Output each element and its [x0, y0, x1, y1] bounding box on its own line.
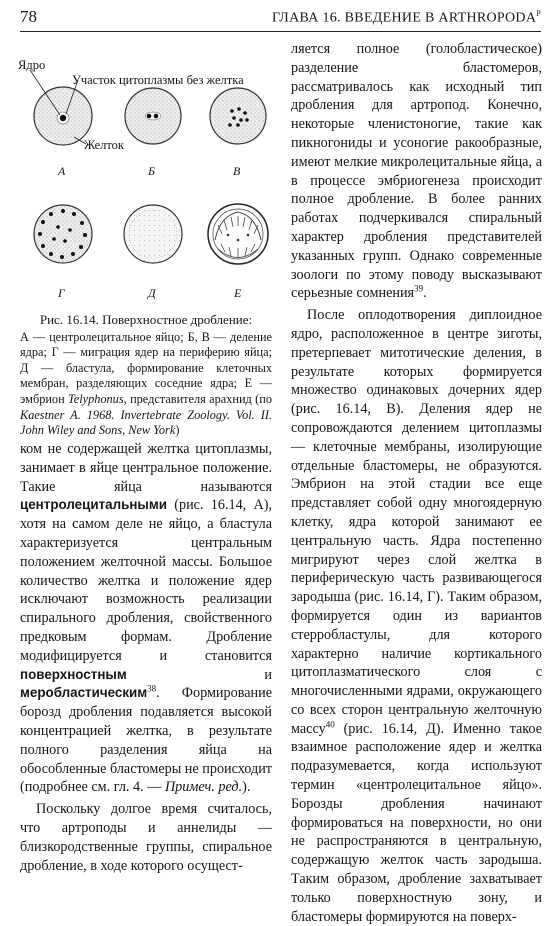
- panel-letter-e: Е: [234, 286, 242, 300]
- left-paragraph-1: [20, 440, 272, 797]
- term-centrolecithal: центролецитальными: [20, 497, 167, 513]
- right-paragraph-2: [291, 306, 542, 926]
- figure-caption: [20, 312, 272, 439]
- egg-g-drawing: [34, 205, 92, 263]
- term-meroblastic: меробластическим: [20, 685, 148, 701]
- text-run: ).: [242, 779, 251, 796]
- page-header: [20, 4, 541, 30]
- text-run: (рис. 16.14, Д). Именно такое взаимное расположение ядер и желтка подразумевается, когда используют термин «центролецитальное яйцо». Борозды дробления начинают формироваться на поверхности, но они не распространяются в центральную, содержащую желток часть зародыша. Таким образом, дробление захватывает только поверхностную зону, и бластомеры формируются на поверх-: [291, 720, 542, 925]
- text-run: и: [264, 666, 272, 683]
- cytoplasm-label: Участок цитоплазмы без желтка: [72, 73, 244, 87]
- embryo-e-drawing: [208, 204, 268, 264]
- yolk-label: Желток: [84, 138, 124, 152]
- egg-b-drawing: [125, 88, 181, 144]
- text-run: .: [423, 285, 427, 302]
- page-number: 78: [20, 7, 37, 26]
- caption-species: Telyphonus: [68, 391, 124, 406]
- panel-letter-g: Г: [58, 286, 65, 300]
- nucleus-label: Ядро: [18, 58, 46, 72]
- term-superficial: поверхностным: [20, 666, 127, 682]
- caption-body: [20, 330, 272, 439]
- egg-v-drawing: [210, 88, 266, 144]
- right-column: [291, 40, 542, 926]
- text-run: ляется полное (голобластическое) разделение бластомеров, рассматривалось как исходный тип дробления для артропод. Конечно, некоторые членистоногие, такие как пикногониды и усоногие ракообразные, имеют мелкие микролецитальные яйца, а в процессе эмбриогенеза происходит полное дробление. В более ранних работах подчеркивался спиральный характер дробления представителей указанных групп. Однако современные зоологи по этому поводу высказывают серьезные сомнения: [291, 41, 542, 302]
- running-head: [272, 9, 541, 27]
- right-paragraph-1: [291, 40, 542, 303]
- caption-text: А — центролецитальное яйцо; Б, В — деление ядра; Г — миграция ядер на периферию яйца; Д — бластула, формирование клеточных мембран, разделяющих соседние ядра; Е — эмбрион: [20, 329, 272, 406]
- text-run: ком не содержащей желтка цитоплазмы, занимает в яйце центральное положение. Такие яйца называются: [20, 441, 272, 495]
- caption-source: Kaestner A. 1968. Invertebrate Zoology. Vol. II. John Wiley and Sons, New York: [20, 407, 272, 438]
- footnote-ref-40: 40: [325, 718, 335, 729]
- egg-a-drawing: [34, 87, 92, 145]
- left-column: [20, 440, 272, 875]
- panel-letter-a: А: [58, 164, 66, 178]
- footnote-ref-38: 38: [147, 683, 157, 694]
- header-rule: [20, 31, 541, 32]
- figure-16-14: [18, 44, 272, 314]
- panel-letter-v: В: [233, 164, 241, 178]
- left-paragraph-2: Поскольку долгое время считалось, что артроподы и аннелиды — близкородственные группы, спиральное дробление, в ходе которого осущест-: [20, 801, 272, 874]
- footnote-ref-39: 39: [414, 283, 424, 294]
- caption-end: ): [175, 423, 180, 438]
- text-run: После оплодотворения диплоидное ядро, расположенное в центре зиготы, претерпевает митотические деления, в результате которых формируется множество одинаковых дочерних ядер (рис. 16.14, В). Деления ядер не сопровождаются делением цитоплазмы — клеточные мембраны, изолирующие отдельные бластомеры, не образуются. Эмбрион на этой стадии все еще представляет собой одну многоядерную клетку, ядра которой занимают ее центральную часть. Ядра постепенно мигрируют через слой желтка в периферическую часть развивающегося зародыша (рис. 16.14, Г). Таким образом, формируется один из вариантов стерробластулы, для которого характерно наличие кортикального цитоплазматического слоя с многочисленными ядрами, окружающего со всех сторон центральную желточную массу: [291, 307, 542, 737]
- panel-letter-d: Д: [148, 286, 156, 300]
- running-head-text: ГЛАВА 16. ВВЕДЕНИЕ В ARTHROPODA: [271, 10, 537, 26]
- text-run: (рис. 16.14, А), хотя на самом деле не яйцо, а бластула характеризуется центральным положением желточной массы. Большое количество желтка и положение ядер исключают возможность реализации спирального дробления, свойственного предковым формам. Дробление модифицируется и становится: [20, 497, 272, 664]
- caption-mid: , представителя арахнид (по: [123, 391, 272, 406]
- running-head-suffix: P: [536, 9, 541, 18]
- caption-title: Рис. 16.14. Поверхностное дробление:: [39, 312, 253, 327]
- text-run: . Формирование борозд дробления подавляется высокой концентрацией желтка, в результате полного разделения яйца на обособленные бластомеры не происходит (подробнее см. гл. 4. —: [20, 685, 272, 796]
- editor-note: Примеч. ред.: [164, 779, 243, 796]
- panel-letter-b: Б: [148, 164, 156, 178]
- egg-d-drawing: [124, 205, 182, 263]
